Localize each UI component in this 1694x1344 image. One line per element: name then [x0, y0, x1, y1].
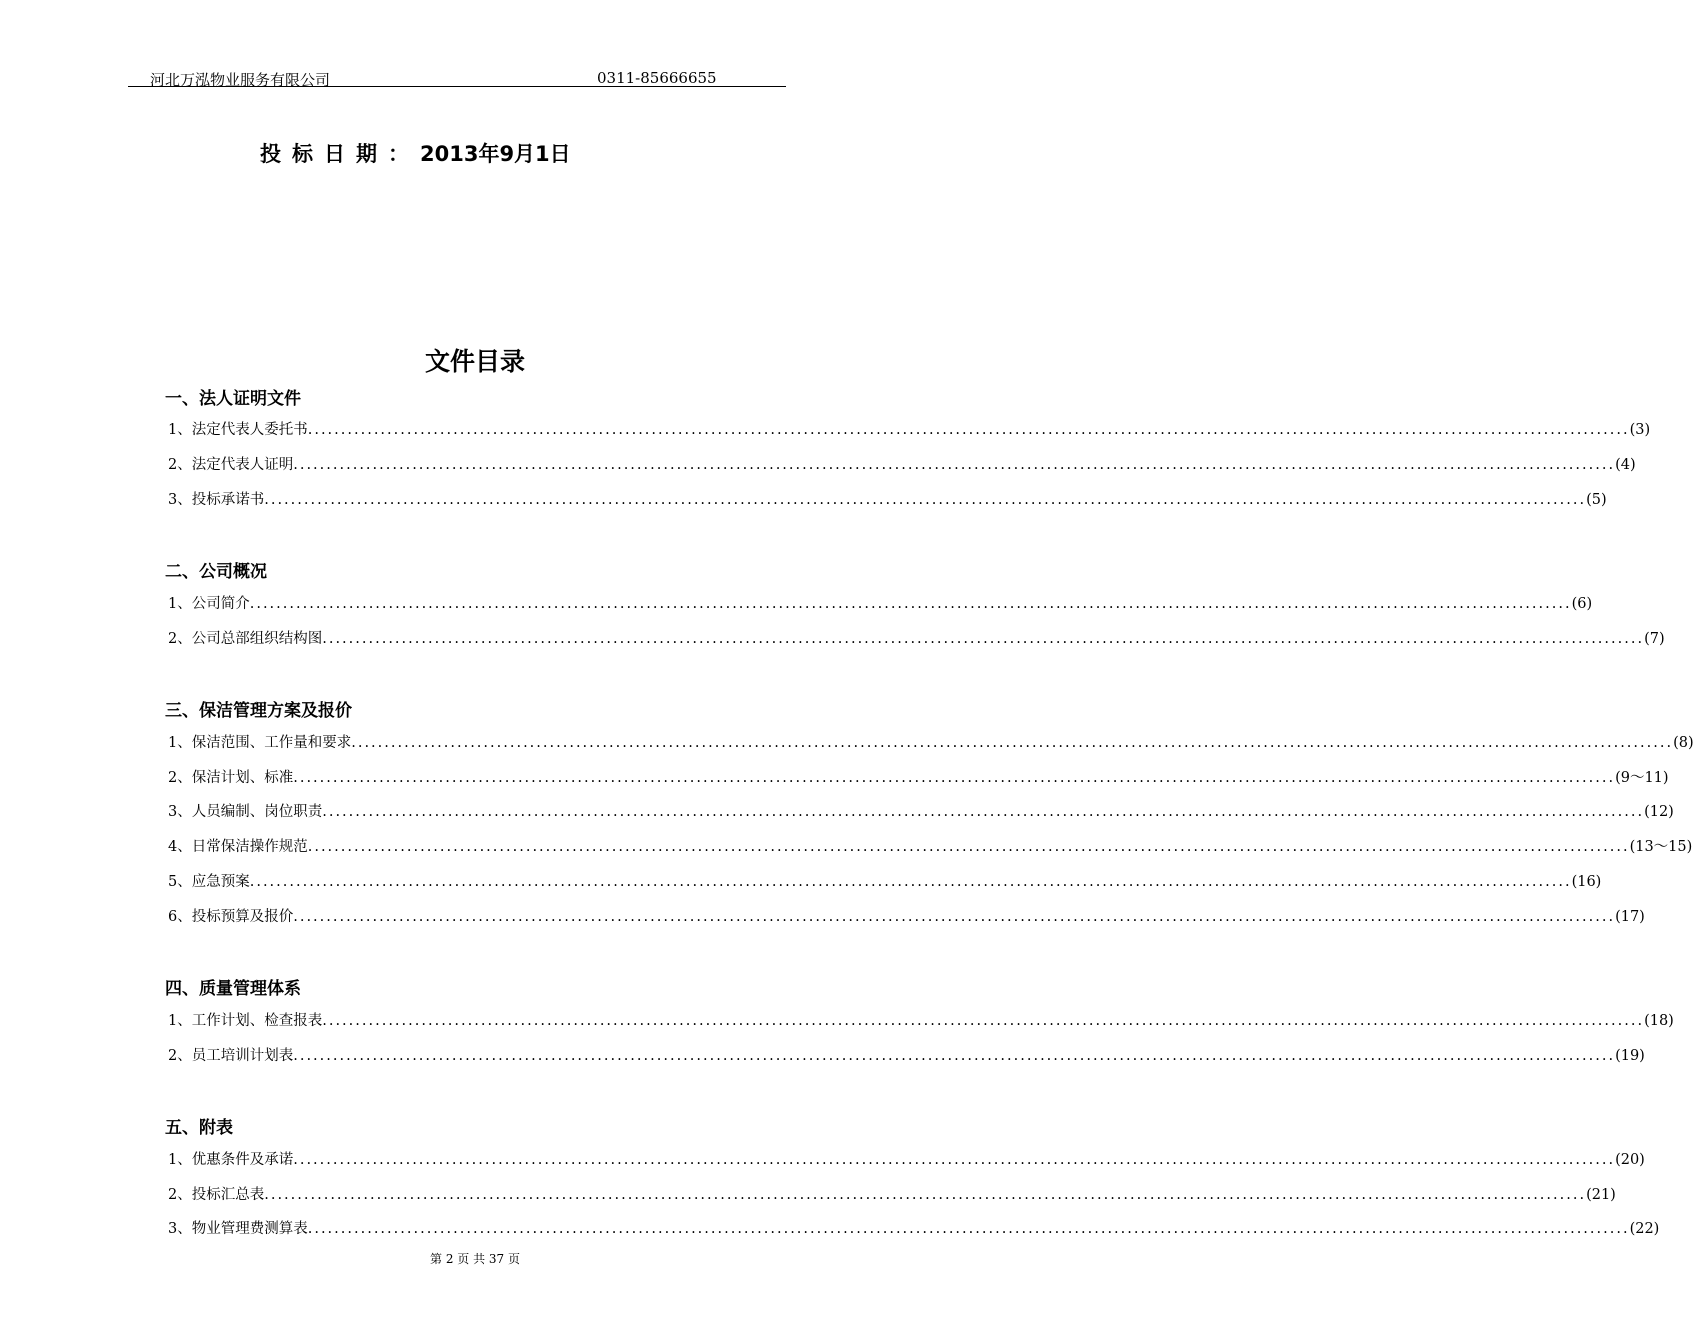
toc-leader-dots: ........................................................................................................................................................................................................	[264, 492, 1587, 508]
page-footer: 第 2 页 共 37 页	[430, 1252, 520, 1266]
toc-title: 文件目录	[424, 347, 525, 376]
toc-item-page: (16)	[1571, 874, 1602, 890]
toc-item[interactable]	[168, 800, 1674, 820]
toc-item[interactable]	[168, 1009, 1674, 1029]
toc-item-page: (21)	[1586, 1187, 1616, 1203]
toc-leader-dots: ........................................................................................................................................................................................................	[293, 1048, 1616, 1064]
toc-leader-dots: ........................................................................................................................................................................................................	[307, 422, 1630, 438]
toc-item-label: 1、法定代表人委托书	[168, 422, 308, 438]
bid-date	[260, 138, 571, 168]
toc-section-title: 四、质量管理体系	[165, 979, 301, 999]
toc-item[interactable]	[168, 592, 1593, 612]
toc-leader-dots: ........................................................................................................................................................................................................	[293, 457, 1616, 473]
toc-leader-dots: ........................................................................................................................................................................................................	[249, 874, 1572, 890]
toc-item-page: (18)	[1644, 1013, 1674, 1029]
toc-item-label: 5、应急预案	[168, 874, 250, 890]
toc-leader-dots: ........................................................................................................................................................................................................	[293, 1152, 1616, 1168]
toc-item-page: (22)	[1629, 1221, 1660, 1237]
toc-section-title: 三、保洁管理方案及报价	[165, 701, 352, 721]
toc-item[interactable]	[168, 453, 1636, 473]
toc-item-label: 2、公司总部组织结构图	[168, 631, 323, 647]
toc-item-label: 3、投标承诺书	[168, 492, 265, 508]
toc-item[interactable]	[168, 1044, 1645, 1064]
bid-date-label: 投标日期：	[260, 142, 420, 166]
toc-item-label: 2、投标汇总表	[168, 1187, 265, 1203]
bid-date-value: 2013年9月1日	[420, 142, 571, 166]
toc-item-label: 3、人员编制、岗位职责	[168, 804, 323, 820]
toc-item-page: (9～11)	[1615, 770, 1669, 786]
toc-item-page: (19)	[1615, 1048, 1645, 1064]
toc-item[interactable]	[168, 905, 1645, 925]
toc-item-label: 1、保洁范围、工作量和要求	[168, 735, 352, 751]
toc-item[interactable]	[168, 766, 1669, 786]
toc-leader-dots: ........................................................................................................................................................................................................	[322, 631, 1645, 647]
toc-item-label: 1、工作计划、检查报表	[168, 1013, 323, 1029]
toc-item-page: (8)	[1673, 735, 1694, 751]
toc-item-label: 2、员工培训计划表	[168, 1048, 294, 1064]
toc-item-label: 2、保洁计划、标准	[168, 770, 294, 786]
toc-item[interactable]	[168, 1217, 1660, 1237]
toc-item-page: (5)	[1586, 492, 1607, 508]
toc-leader-dots: ........................................................................................................................................................................................................	[322, 1013, 1645, 1029]
header-phone: 0311-85666655	[597, 69, 717, 87]
toc-item-label: 6、投标预算及报价	[168, 909, 294, 925]
toc-item[interactable]	[168, 488, 1607, 508]
toc-leader-dots: ........................................................................................................................................................................................................	[293, 770, 1616, 786]
toc-section-title: 一、法人证明文件	[165, 389, 301, 409]
toc-item-page: (13～15)	[1629, 839, 1693, 855]
toc-item-label: 3、物业管理费测算表	[168, 1221, 308, 1237]
toc-item-page: (3)	[1629, 422, 1651, 438]
toc-section-title: 五、附表	[165, 1118, 233, 1138]
toc-item[interactable]	[168, 1148, 1645, 1168]
toc-leader-dots: ........................................................................................................................................................................................................	[351, 735, 1674, 751]
toc-item-label: 1、公司简介	[168, 596, 250, 612]
page-header	[128, 66, 786, 87]
toc-leader-dots: ........................................................................................................................................................................................................	[264, 1187, 1587, 1203]
toc-item[interactable]	[168, 835, 1693, 855]
toc-section-title: 二、公司概况	[165, 562, 267, 582]
header-company-name: 河北万泓物业服务有限公司	[150, 71, 331, 89]
toc-leader-dots: ........................................................................................................................................................................................................	[307, 1221, 1630, 1237]
toc-item-page: (4)	[1615, 457, 1636, 473]
toc-item-label: 4、日常保洁操作规范	[168, 839, 308, 855]
toc-item-page: (6)	[1571, 596, 1593, 612]
toc-item[interactable]	[168, 418, 1651, 438]
toc-leader-dots: ........................................................................................................................................................................................................	[293, 909, 1616, 925]
toc-item-page: (17)	[1615, 909, 1645, 925]
toc-leader-dots: ........................................................................................................................................................................................................	[322, 804, 1645, 820]
toc-item-label: 1、优惠条件及承诺	[168, 1152, 294, 1168]
toc-item-label: 2、法定代表人证明	[168, 457, 294, 473]
toc-leader-dots: ........................................................................................................................................................................................................	[249, 596, 1572, 612]
toc-item[interactable]	[168, 1183, 1616, 1203]
toc-item-page: (20)	[1615, 1152, 1645, 1168]
toc-item[interactable]	[168, 870, 1602, 890]
toc-item[interactable]	[168, 731, 1694, 751]
toc-item[interactable]	[168, 627, 1665, 647]
toc-item-page: (7)	[1644, 631, 1665, 647]
toc-item-page: (12)	[1644, 804, 1674, 820]
toc-leader-dots: ........................................................................................................................................................................................................	[307, 839, 1630, 855]
